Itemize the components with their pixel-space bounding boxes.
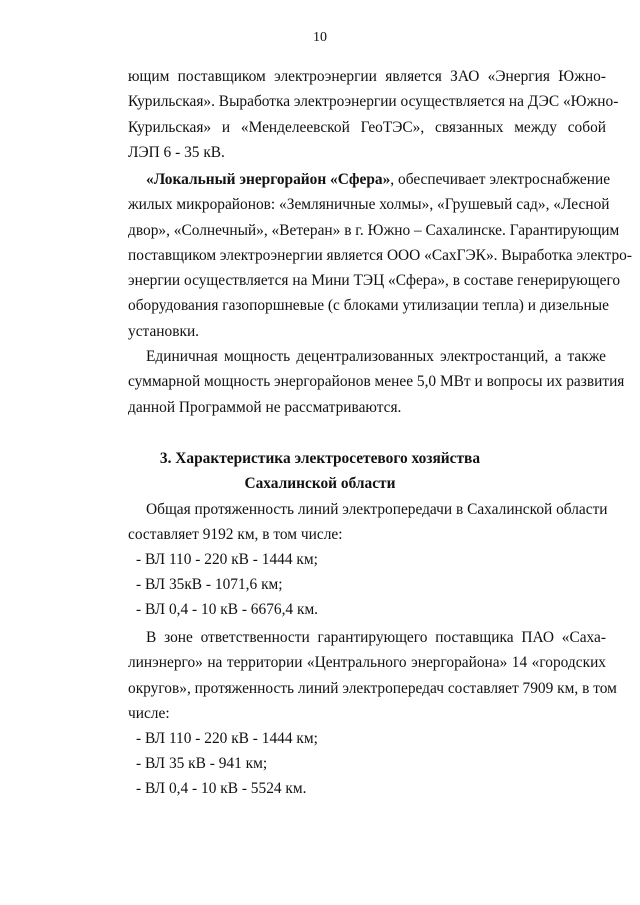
text-line: Курильская» и «Менделеевской ГеоТЭС», связанных между собой <box>128 118 606 136</box>
text-line: округов», протяженность линий электропередач составляет 7909 км, в том <box>128 679 617 697</box>
text-line: ЛЭП 6 - 35 кВ. <box>128 143 225 161</box>
text-line: Единичная мощность децентрализованных электростанций, а также <box>146 348 606 365</box>
text-line: установки. <box>128 322 200 340</box>
text-line: ющим поставщиком электроэнергии является ЗАО «Энергия Южно- <box>128 68 606 85</box>
text-line: двор», «Солнечный», «Ветеран» в г. Южно – Сахалинске. Гарантирующим <box>128 221 620 239</box>
text-line: составляет 9192 км, в том числе: <box>128 526 343 544</box>
list-item: - ВЛ 110 - 220 кВ - 1444 км; <box>136 730 318 747</box>
text-line: линэнерго» на территории «Центрального энергорайона» 14 «городских <box>128 654 606 672</box>
sfera-first-line-rest: , обеспечивает электроснабжение <box>390 171 611 188</box>
list-item: - ВЛ 110 - 220 кВ - 1444 км; <box>136 551 318 568</box>
paragraph-sfera <box>128 167 632 344</box>
section-heading-line1: 3. Характеристика электросетевого хозяйства <box>159 450 481 467</box>
section-heading-line2: Сахалинской области <box>244 475 396 492</box>
paragraph-total-length <box>128 497 606 548</box>
list-item: - ВЛ 35 кВ - 941 км; <box>136 755 268 772</box>
paragraph-decentralized <box>128 344 625 420</box>
list-item: - ВЛ 0,4 - 10 кВ - 6676,4 км. <box>136 601 319 618</box>
text-line: жилых микрорайонов: «Земляничные холмы», «Грушевый сад», «Лесной <box>128 196 610 214</box>
sfera-bold-title: «Локальный энергорайон «Сфера» <box>146 171 391 188</box>
text-line: В зоне ответственности гарантирующего поставщика ПАО «Саха- <box>146 629 606 646</box>
paragraph-sakhalinenergo <box>128 625 617 726</box>
text-line: Курильская». Выработка электроэнергии осуществляется на ДЭС «Южно- <box>128 93 619 111</box>
text-line: данной Программой не рассматриваются. <box>128 398 402 416</box>
text-line: энергии осуществляется на Мини ТЭЦ «Сфера», в составе генерирующего <box>128 272 621 290</box>
list-item: - ВЛ 35кВ - 1071,6 км; <box>136 576 283 593</box>
list-item: - ВЛ 0,4 - 10 кВ - 5524 км. <box>136 780 307 797</box>
text-line: оборудования газопоршневые (с блоками утилизации тепла) и дизельные <box>128 297 609 315</box>
text-line: Общая протяженность линий электропередачи в Сахалинской области <box>146 501 608 518</box>
paragraph-energy-yuzhno-kurilskaya <box>128 64 619 165</box>
text-line: числе: <box>128 704 170 722</box>
text-line: суммарной мощность энергорайонов менее 5,0 МВт и вопросы их развития <box>128 373 625 391</box>
text-line <box>128 167 611 192</box>
text-line: поставщиком электроэнергии является ООО «СахГЭК». Выработка электро- <box>128 246 632 264</box>
page-number: 10 <box>313 30 327 45</box>
